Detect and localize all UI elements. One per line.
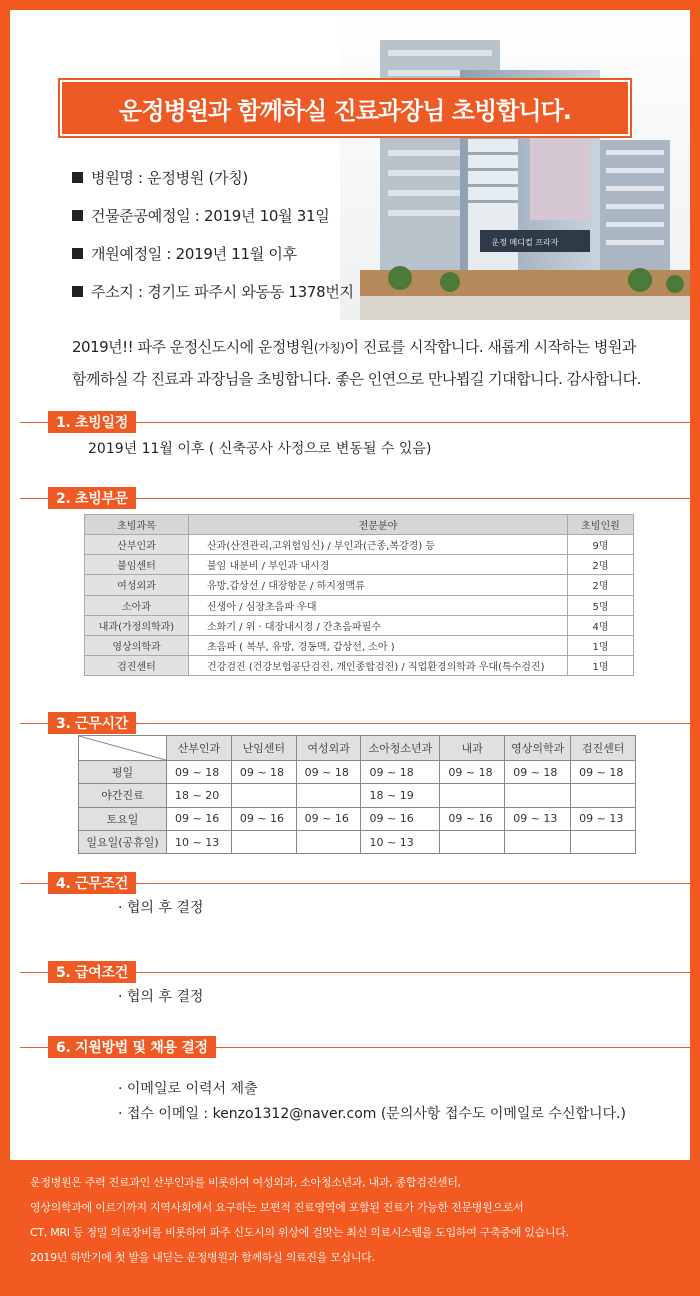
table-cell: 야간진료 <box>79 784 167 807</box>
hours-header: 난임센터 <box>231 736 296 761</box>
table-cell <box>505 830 571 853</box>
table-cell <box>296 830 361 853</box>
hours-header: 영상의학과 <box>505 736 571 761</box>
table-row <box>79 807 636 830</box>
table-row <box>79 830 636 853</box>
table-cell: 일요일(공휴일) <box>79 830 167 853</box>
poster-body <box>10 10 690 1160</box>
section-4-body: · 협의 후 결정 <box>118 900 204 916</box>
recruit-table <box>84 514 634 676</box>
square-bullet-icon <box>72 248 83 259</box>
table-cell: 09 ~ 18 <box>167 761 232 784</box>
table-cell <box>571 784 636 807</box>
table-cell <box>231 784 296 807</box>
table-row <box>85 635 634 655</box>
section-6-body-1: · 이메일로 이력서 제출 <box>118 1081 258 1097</box>
hospital-building-illustration <box>340 10 690 320</box>
table-cell: 09 ~ 16 <box>361 807 440 830</box>
table-cell: 09 ~ 16 <box>296 807 361 830</box>
table-cell <box>505 784 571 807</box>
table-cell: 18 ~ 19 <box>361 784 440 807</box>
table-cell: 2명 <box>568 555 634 575</box>
recruit-header-count: 초빙인원 <box>568 515 634 535</box>
table-row <box>85 575 634 595</box>
table-cell: 1명 <box>568 635 634 655</box>
diagonal-line <box>79 736 166 760</box>
table-cell: 소화기 / 위 · 대장내시경 / 간초음파필수 <box>189 615 568 635</box>
table-cell: 산부인과 <box>85 535 189 555</box>
table-cell: 여성외과 <box>85 575 189 595</box>
hours-header: 산부인과 <box>167 736 232 761</box>
table-cell: 유방,갑상선 / 대장항문 / 하지정맥류 <box>189 575 568 595</box>
square-bullet-icon <box>72 172 83 183</box>
section-6-label: 6. 지원방법 및 채용 결정 <box>48 1036 216 1058</box>
table-cell: 2명 <box>568 575 634 595</box>
table-cell: 10 ~ 13 <box>361 830 440 853</box>
section-6-body-2: · 접수 이메일 : kenzo1312@naver.com (문의사항 접수도 이메일로 수신합니다.) <box>118 1106 626 1122</box>
table-corner-cell <box>79 736 167 761</box>
table-cell: 09 ~ 18 <box>361 761 440 784</box>
footer-text: 운정병원은 주력 진료과인 산부인과를 비롯하여 여성외과, 소아청소년과, 내과, 종합검진센터, 영상의학과에 이르기까지 지역사회에서 요구하는 보편적 진료영역에 포함된 진료가 가능한 전문병원으로서 CT, MRI 등 정밀 의료장비를 비롯하여 파주 신도시의 위상에 걸맞는 최신 의료시스템을 도입하여 구축중에 있습니다. 2019년 하반기에 첫 발을 내딛는 운정병원과 함께하실 의료진을 모십니다. <box>30 1176 569 1264</box>
table-cell: 토요일 <box>79 807 167 830</box>
section-5-label: 5. 급여조건 <box>48 961 136 983</box>
table-cell: 09 ~ 16 <box>440 807 505 830</box>
section-4-label: 4. 근무조건 <box>48 872 136 894</box>
table-cell <box>440 830 505 853</box>
section-5-body: · 협의 후 결정 <box>118 989 204 1005</box>
section-3-label: 3. 근무시간 <box>48 712 136 734</box>
table-row <box>79 761 636 784</box>
hours-table <box>78 735 636 854</box>
table-cell: 5명 <box>568 595 634 615</box>
table-cell: 09 ~ 13 <box>505 807 571 830</box>
hours-header: 검진센터 <box>571 736 636 761</box>
table-cell: 18 ~ 20 <box>167 784 232 807</box>
table-cell <box>440 784 505 807</box>
table-cell: 09 ~ 18 <box>571 761 636 784</box>
table-cell: 소아과 <box>85 595 189 615</box>
hours-header: 소아청소년과 <box>361 736 440 761</box>
table-cell: 09 ~ 18 <box>505 761 571 784</box>
table-cell <box>296 784 361 807</box>
table-cell: 영상의학과 <box>85 635 189 655</box>
table-cell: 09 ~ 18 <box>296 761 361 784</box>
table-cell: 09 ~ 13 <box>571 807 636 830</box>
table-cell: 신생아 / 심장초음파 우대 <box>189 595 568 615</box>
table-row <box>85 555 634 575</box>
table-row <box>85 656 634 676</box>
hours-header: 내과 <box>440 736 505 761</box>
section-1-body: 2019년 11월 이후 ( 신축공사 사정으로 변동될 수 있음) <box>88 441 432 457</box>
table-cell: 초음파 ( 복부, 유방, 경동맥, 갑상선, 소아 ) <box>189 635 568 655</box>
recruit-header-specialty: 전문분야 <box>189 515 568 535</box>
section-2-label: 2. 초빙부문 <box>48 487 136 509</box>
info-opening-date: 개원예정일 : 2019년 11월 이후 <box>72 234 354 272</box>
building-sign: 운정 메디컬 프라자 <box>491 238 559 247</box>
square-bullet-icon <box>72 286 83 297</box>
table-cell: 4명 <box>568 615 634 635</box>
table-row <box>79 784 636 807</box>
table-cell: 평일 <box>79 761 167 784</box>
table-cell: 09 ~ 16 <box>231 807 296 830</box>
info-completion-date: 건물준공예정일 : 2019년 10월 31일 <box>72 196 354 234</box>
info-address: 주소지 : 경기도 파주시 와동동 1378번지 <box>72 272 354 310</box>
table-cell: 09 ~ 18 <box>231 761 296 784</box>
table-row <box>85 595 634 615</box>
table-cell: 9명 <box>568 535 634 555</box>
table-cell: 10 ~ 13 <box>167 830 232 853</box>
hours-header: 여성외과 <box>296 736 361 761</box>
hospital-info-list <box>72 158 354 310</box>
table-cell: 불임센터 <box>85 555 189 575</box>
table-cell: 09 ~ 16 <box>167 807 232 830</box>
square-bullet-icon <box>72 210 83 221</box>
title-banner <box>60 80 630 136</box>
table-cell: 건강검진 (건강보험공단검진, 개인종합검진) / 직업환경의학과 우대(특수검진) <box>189 656 568 676</box>
table-cell <box>231 830 296 853</box>
table-row <box>85 535 634 555</box>
table-cell: 검진센터 <box>85 656 189 676</box>
table-row <box>85 615 634 635</box>
info-hospital-name: 병원명 : 운정병원 (가칭) <box>72 158 354 196</box>
table-cell: 불임 내분비 / 부인과 내시경 <box>189 555 568 575</box>
section-1-label: 1. 초빙일정 <box>48 411 136 433</box>
recruit-header-dept: 초빙과목 <box>85 515 189 535</box>
table-cell <box>571 830 636 853</box>
table-cell: 산과(산전관리,고위험임신) / 부인과(근종,복강경) 등 <box>189 535 568 555</box>
table-cell: 09 ~ 18 <box>440 761 505 784</box>
intro-paragraph: 2019년!! 파주 운정신도시에 운정병원(가칭)이 진료를 시작합니다. 새롭게 시작하는 병원과 함께하실 각 진료과 과장님을 초빙합니다. 좋은 인연으로 만나뵙길 기대합니다. 감사합니다. <box>72 338 641 388</box>
page-title: 운정병원과 함께하실 진료과장님 초빙합니다. <box>119 96 571 125</box>
table-cell: 내과(가정의학과) <box>85 615 189 635</box>
table-cell: 1명 <box>568 656 634 676</box>
